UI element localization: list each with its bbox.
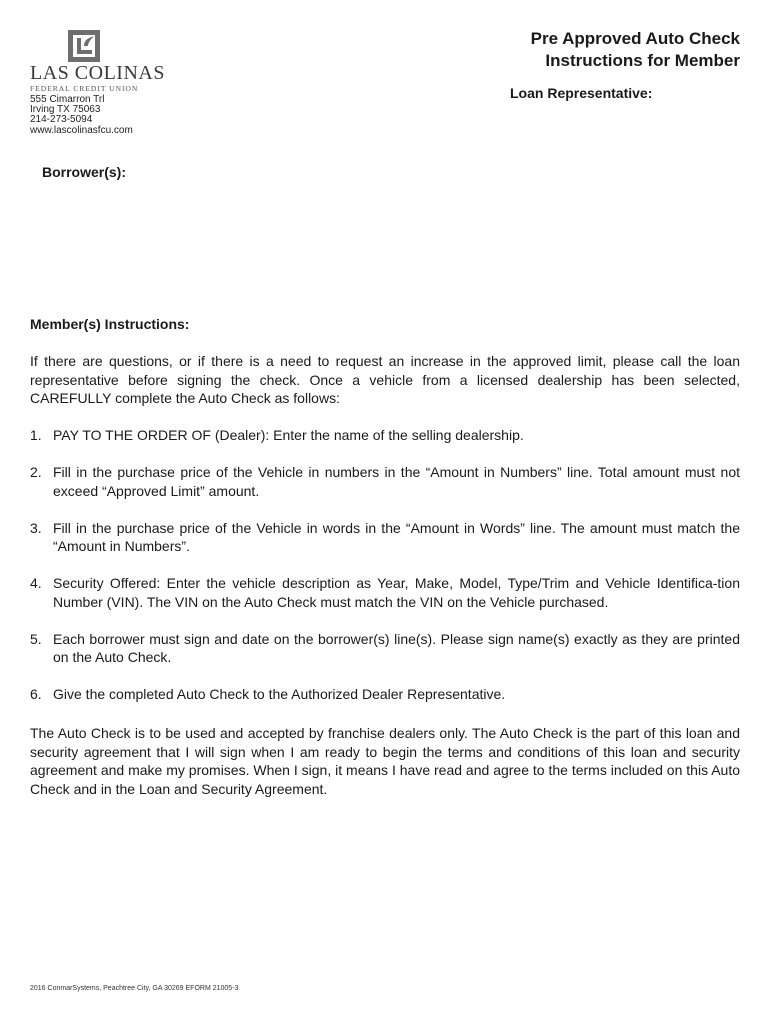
step-number: 2. (30, 464, 42, 480)
step-number: 1. (30, 427, 42, 443)
instructions-heading: Member(s) Instructions: (30, 316, 190, 332)
logo-mark-icon (68, 30, 100, 62)
step-text: Fill in the purchase price of the Vehicle in words in the “Amount in Words” line. The amount must match the “Amount in Numbers”. (53, 519, 740, 554)
step-text: Give the completed Auto Check to the Authorized Dealer Representative. (53, 686, 506, 702)
instruction-step (30, 519, 740, 556)
address-street: 555 Cimarron Trl (30, 94, 105, 105)
step-text: Each borrower must sign and date on the borrower(s) line(s). Please sign name(s) exactly as they are printed on the Auto Check. (53, 630, 740, 665)
logo-subtitle: FEDERAL CREDIT UNION (30, 84, 139, 93)
address-city: Irving TX 75063 (30, 104, 101, 116)
instructions-intro: If there are questions, or if there is a need to request an increase in the approved limit, please call the loan representative before signing the check. Once a vehicle from a licensed dealership has been selected, CAREFULLY complete the Auto Check as follows: (30, 353, 740, 406)
loan-representative-label: Loan Representative: (510, 85, 653, 101)
address-phone: 214-273-5094 (30, 114, 93, 126)
address-website: www.lascolinasfcu.com (30, 124, 133, 136)
logo-name: LAS COLINAS (30, 62, 165, 84)
title-line-2: Instructions for Member (545, 51, 740, 70)
closing-paragraph: The Auto Check is to be used and accepted by franchise dealers only. The Auto Check is the part of this loan and security agreement that I will sign when I am ready to begin the terms and conditions of this loan and security agreement and make my promises. When I sign, it means I have read and agree to the terms included on this Auto Check and in the Loan and Security Agreement. (30, 725, 740, 797)
step-number: 4. (30, 575, 42, 591)
instruction-step (30, 574, 740, 611)
title-line-1: Pre Approved Auto Check (530, 29, 740, 48)
instruction-steps (30, 426, 740, 722)
step-number: 3. (30, 519, 42, 536)
instruction-step (30, 463, 740, 500)
step-text: Security Offered: Enter the vehicle description as Year, Make, Model, Type/Trim and Vehicle Identifica-tion Number (VIN). The VIN on the Auto Check must match the VIN on the Vehicle purchased. (53, 575, 740, 610)
form-footer: 2016 ConmarSystems, Peachtree City, GA 30269 EFORM 21005-3 (30, 985, 239, 992)
page-title (531, 28, 740, 72)
borrowers-label: Borrower(s): (42, 164, 127, 180)
instruction-step (30, 426, 740, 445)
step-text: PAY TO THE ORDER OF (Dealer): Enter the name of the selling dealership. (53, 427, 524, 443)
instruction-step (30, 630, 740, 667)
step-text: Fill in the purchase price of the Vehicle in numbers in the “Amount in Numbers” line. Total amount must not exceed “Approved Limit” amount. (53, 464, 740, 499)
step-number: 5. (30, 630, 42, 647)
address-block (30, 95, 133, 136)
instruction-step (30, 685, 740, 704)
step-number: 6. (30, 686, 42, 702)
